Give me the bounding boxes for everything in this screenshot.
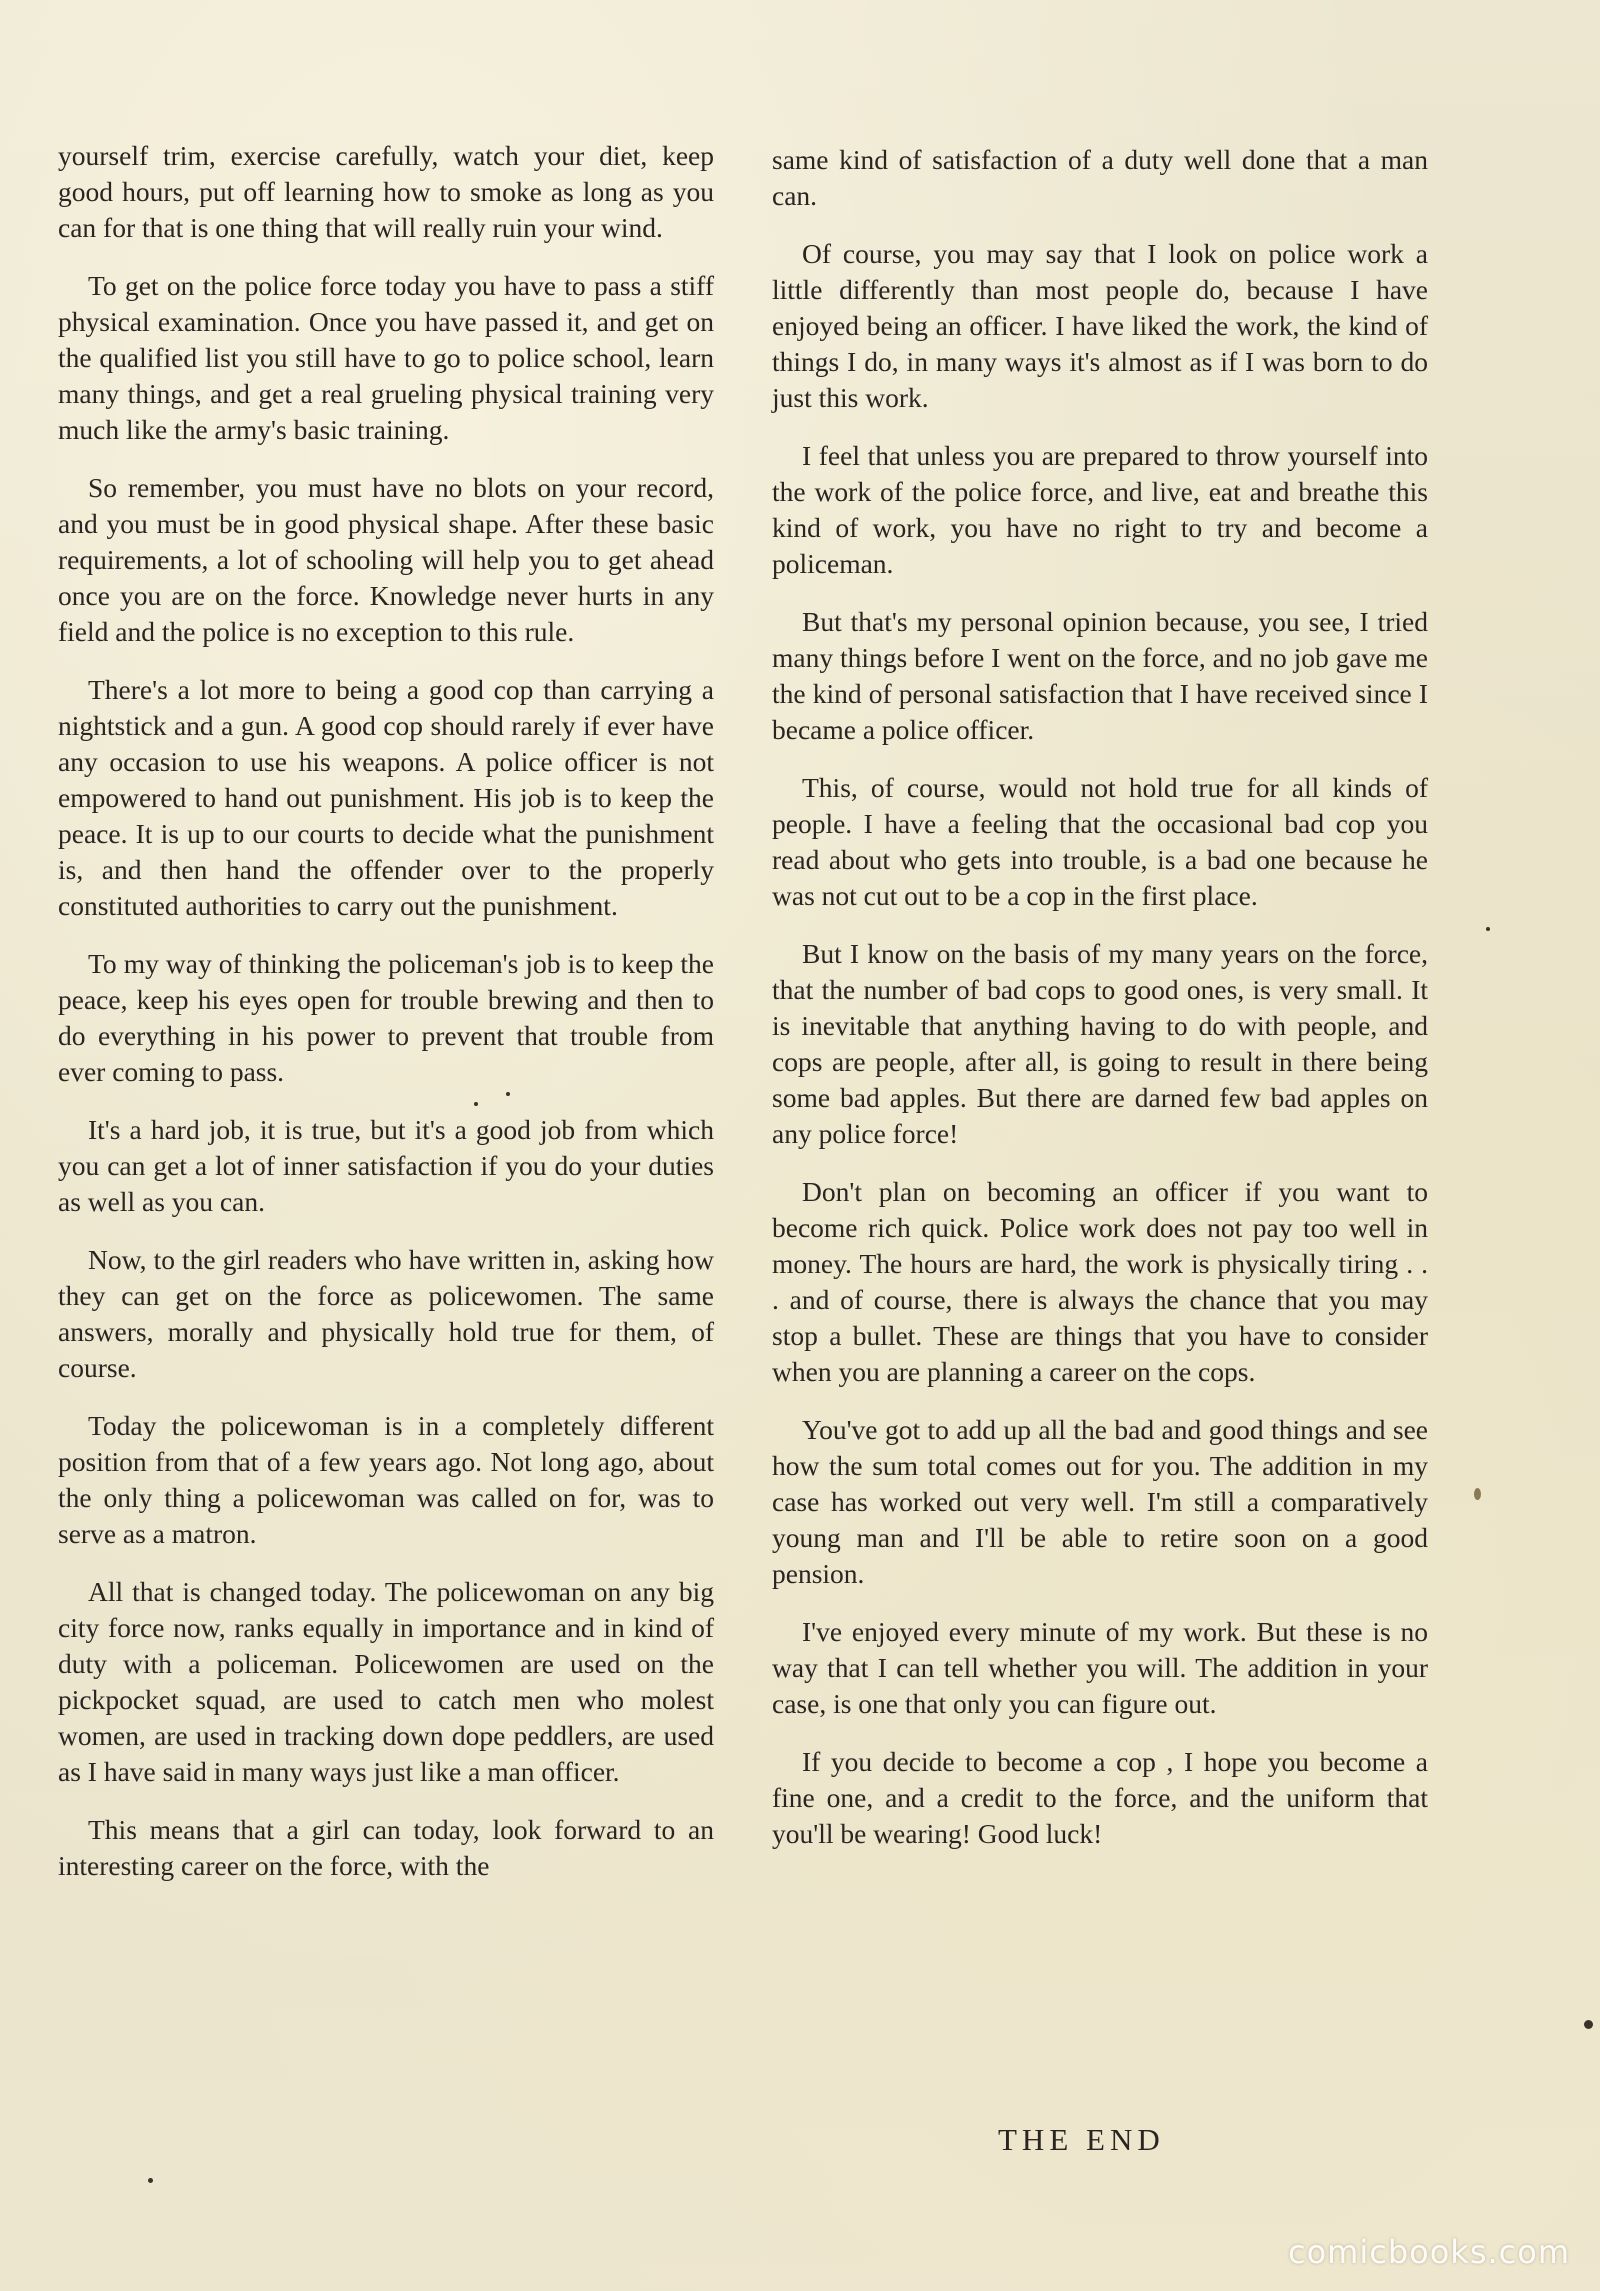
- ink-speck: [474, 1102, 478, 1106]
- paragraph: same kind of satisfaction of a duty well done that a man can.: [772, 144, 1428, 211]
- paragraph: Of course, you may say that I look on police work a little differently than most people do, because I have enjoyed being an officer. I have liked the work, the kind of things I do, in many ways it's almost as if I was born to do just this work.: [772, 238, 1428, 413]
- paragraph: So remember, you must have no blots on your record, and you must be in good physical shape. After these basic requirements, a lot of schooling will help you to get ahead once you are on the force. Knowledge never hurts in any field and the police is no exception to this rule.: [58, 472, 714, 647]
- paragraph: If you decide to become a cop , I hope you become a fine one, and a credit to the force, and the uniform that you'll be wearing! Good luck!: [772, 1746, 1428, 1849]
- paragraph: To my way of thinking the policeman's job is to keep the peace, keep his eyes open for trouble brewing and then to do everything in his power to prevent that trouble from ever coming to pass.: [58, 948, 714, 1087]
- paragraph: It's a hard job, it is true, but it's a good job from which you can get a lot of inner satisfaction if you do your duties as well as you can.: [58, 1114, 714, 1217]
- watermark: comicbooks.com: [1287, 2233, 1570, 2271]
- ink-speck: [1584, 2020, 1593, 2029]
- paragraph: There's a lot more to being a good cop than carrying a nightstick and a gun. A good cop should rarely if ever have any occasion to use his weapons. A police officer is not empowered to hand out punishment. His job is to keep the peace. It is up to our courts to decide what the punishment is, and then hand the offender over to the properly constituted authorities to carry out the punishment.: [58, 674, 714, 921]
- paragraph: To get on the police force today you have to pass a stiff physical examination. Once you have passed it, and get on the qualified list you still have to go to police school, learn many things, and get a real grueling physical training very much like the army's basic training.: [58, 270, 714, 445]
- ink-speck: [1474, 1488, 1481, 1500]
- paragraph: yourself trim, exercise carefully, watch your diet, keep good hours, put off learning how to smoke as long as you can for that is one thing that will really ruin your wind.: [58, 140, 714, 243]
- right-text-column: [772, 142, 1428, 1874]
- ink-speck: [506, 1092, 510, 1096]
- paragraph: You've got to add up all the bad and good things and see how the sum total comes out for you. The addition in my case has worked out very well. I'm still a comparatively young man and I'll be able to retire soon on a good pension.: [772, 1414, 1428, 1589]
- paragraph: I've enjoyed every minute of my work. But these is no way that I can tell whether you will. The addition in your case, is one that only you can figure out.: [772, 1616, 1428, 1719]
- paragraph: This means that a girl can today, look forward to an interesting career on the force, with the: [58, 1814, 714, 1881]
- the-end-heading: THE END: [998, 2122, 1165, 2157]
- paragraph: Today the policewoman is in a completely different position from that of a few years ago. Not long ago, about the only thing a policewoman was called on for, was to serve as a matron.: [58, 1410, 714, 1549]
- ink-speck: [148, 2178, 153, 2183]
- paragraph: Don't plan on becoming an officer if you want to become rich quick. Police work does not pay too well in money. The hours are hard, the work is physically tiring . . . and of course, there is always the chance that you may stop a bullet. These are things that you have to consider when you are planning a career on the cops.: [772, 1176, 1428, 1387]
- paragraph: This, of course, would not hold true for all kinds of people. I have a feeling that the occasional bad cop you read about who gets into trouble, is a bad one because he was not cut out to be a cop in the first place.: [772, 772, 1428, 911]
- ink-speck: [1486, 927, 1490, 931]
- paragraph: But I know on the basis of my many years on the force, that the number of bad cops to good ones, is very small. It is inevitable that anything having to do with people, and cops are people, after all, is going to result in there being some bad apples. But there are darned few bad apples on any police force!: [772, 938, 1428, 1149]
- paragraph: But that's my personal opinion because, you see, I tried many things before I went on the force, and no job gave me the kind of personal satisfaction that I have received since I became a police officer.: [772, 606, 1428, 745]
- left-text-column: [58, 138, 714, 1906]
- paragraph: I feel that unless you are prepared to throw yourself into the work of the police force, and live, eat and breathe this kind of work, you have no right to try and become a policeman.: [772, 440, 1428, 579]
- paragraph: Now, to the girl readers who have written in, asking how they can get on the force as policewomen. The same answers, morally and physically hold true for them, of course.: [58, 1244, 714, 1383]
- paragraph: All that is changed today. The policewoman on any big city force now, ranks equally in importance and in kind of duty with a policeman. Policewomen are used on the pickpocket squad, are used to catch men who molest women, are used in tracking down dope peddlers, are used as I have said in many ways just like a man officer.: [58, 1576, 714, 1787]
